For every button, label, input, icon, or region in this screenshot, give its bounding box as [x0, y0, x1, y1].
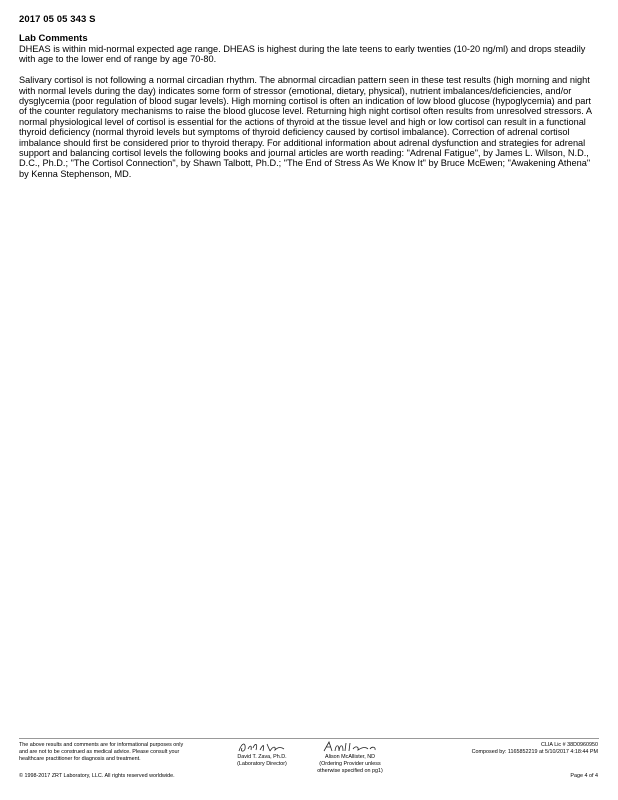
report-id: 2017 05 05 343 S: [19, 14, 96, 25]
comment-paragraph-cortisol: Salivary cortisol is not following a normal circadian rhythm. The abnormal circadian pattern seen in these test results (high morning and night with normal levels during the day) indicates some form of stressor (emotional, dietary, physical), nutrient imbalances/deficiencies, and/or dysglycemia (poor regulation of blood sugar levels). High morning cortisol is often an indication of low blood glucose (hypoglycemia) and part of the counter regulatory mechanisms to raise the blood glucose level. Returning high night cortisol often results from unresolved stressors. A normal physiological level of cortisol is essential for the actions of thyroid at the tissue level and high or low cortisol can result in a functional thyroid deficiency (normal thyroid levels but symptoms of thyroid deficiency caused by cortisol imbalance). Correction of adrenal cortisol imbalance should first be considered prior to thyroid therapy. For additional information about adrenal dysfunction and strategies for adrenal support and balancing cortisol levels the following books and journal articles are worth reading: "Adrenal Fatigue", by James L. Wilson, N.D., D.C., Ph.D.; "The Cortisol Connection", by Shawn Talbott, Ph.D.; "The End of Stress As We Know It" by Bruce McEwen; "Awakening Athena" by Kenna Stephenson, MD.: [19, 75, 592, 179]
disclaimer-line: healthcare practitioner for diagnosis and treatment.: [19, 755, 141, 762]
signature-provider-image: [321, 740, 379, 754]
signature-block-provider: [310, 740, 390, 774]
copyright: © 1998-2017 ZRT Laboratory, LLC. All rights reserved worldwide.: [19, 773, 175, 779]
page-number: Page 4 of 4: [570, 773, 598, 779]
comment-paragraph-dheas: DHEAS is within mid-normal expected age range. DHEAS is highest during the late teens to early twenties (10-20 ng/ml) and drops steadily with age to the lower end of range by age 70-80.: [19, 44, 586, 65]
signer-director-name: David T. Zava, Ph.D.: [237, 754, 287, 760]
signer-provider-name: Alison McAllister, ND: [324, 754, 376, 760]
signature-director-image: [236, 740, 288, 754]
lab-comments-body: [19, 44, 601, 190]
disclaimer-line: The above results and comments are for informational purposes only: [19, 742, 184, 748]
clia-license: CLIA Lic # 38D0960950: [541, 742, 598, 748]
footer-disclaimer: [19, 742, 219, 762]
signer-director-role: (Laboratory Director): [237, 760, 287, 767]
footer-divider: [19, 738, 599, 739]
signer-provider-role: (Ordering Provider unless: [319, 760, 381, 767]
disclaimer-line: and are not to be construed as medical advice. Please consult your: [19, 748, 180, 755]
composed-by: Composed by: 1165852219 at 5/10/2017 4:18:44 PM: [471, 749, 598, 755]
section-title: Lab Comments: [19, 33, 88, 44]
signature-block-director: [227, 740, 297, 768]
signer-provider-role: otherwise specified on pg1): [317, 767, 383, 774]
footer-lab-info: [472, 742, 598, 756]
